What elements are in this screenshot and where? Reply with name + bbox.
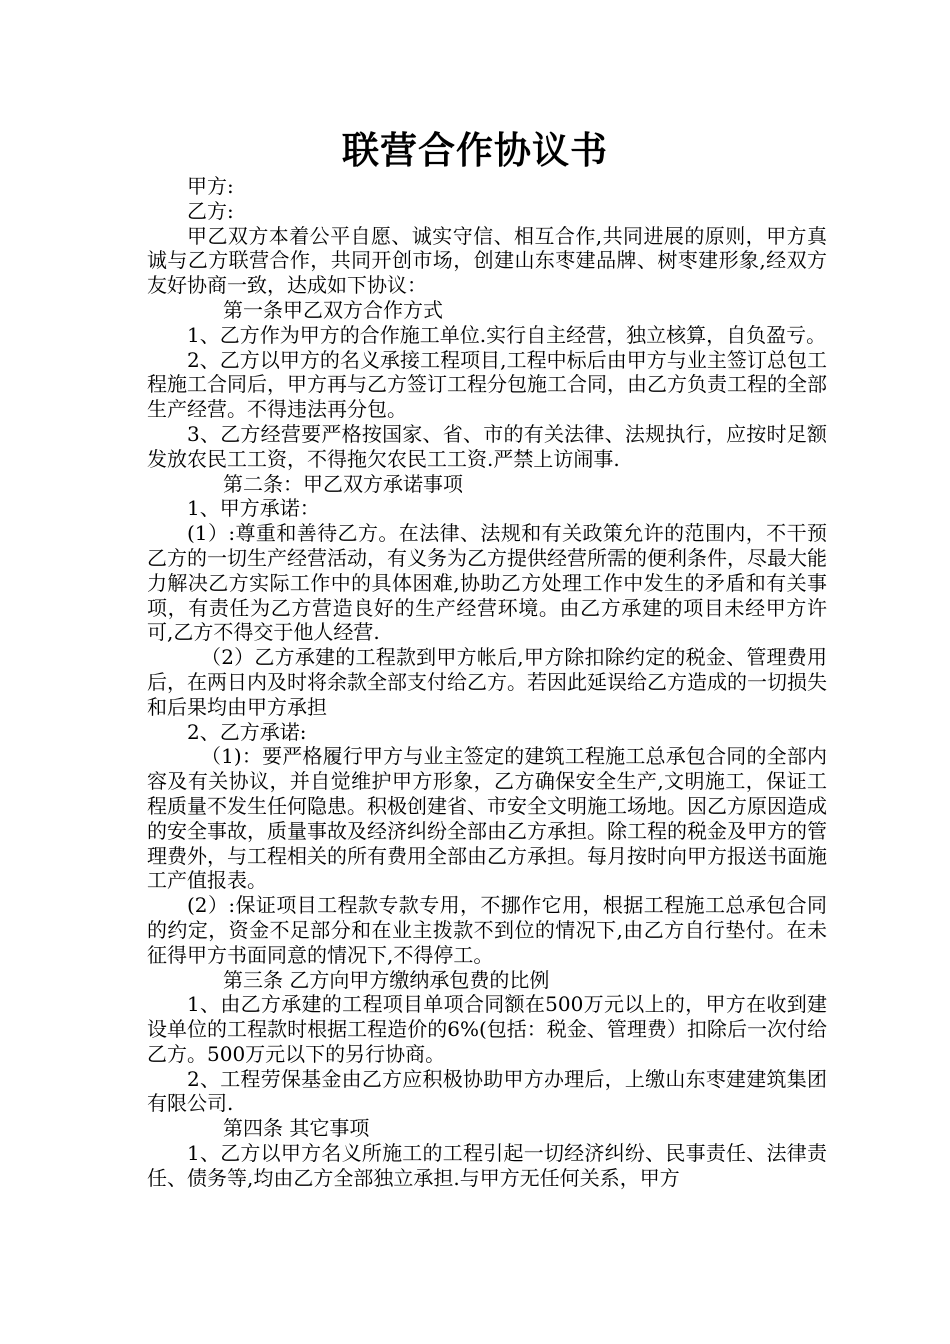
paragraph: （1)：要严格履行甲方与业主签定的建筑工程施工总承包合同的全部内容及有关协议，并自觉维护甲方形象，乙方确保安全生产,文明施工，保证工程质量不发生任何隐患。积极创建省、市安全文明施工场地。因乙方原因造成的安全事故，质量事故及经济纠纷全部由乙方承担。除工程的税金及甲方的管理费外，与工程相关的所有费用全部由乙方承担。每月按时向甲方报送书面施工产值报表。 [147, 744, 827, 893]
paragraph: 1、乙方作为甲方的合作施工单位.实行自主经营，独立核算，自负盈亏。 [187, 322, 827, 347]
paragraph: 第四条 其它事项 [223, 1116, 370, 1141]
paragraph: 3、乙方经营要严格按国家、省、市的有关法律、法规执行，应按时足额发放农民工工资，不得拖欠农民工工资.严禁上访闹事. [147, 421, 827, 471]
paragraph: 第二条：甲乙双方承诺事项 [223, 471, 463, 496]
paragraph: 甲方: [187, 174, 234, 198]
paragraph: (2）:保证项目工程款专款专用，不挪作它用，根据工程施工总承包合同的约定，资金不足部分和在业主拨款不到位的情况下,由乙方自行垫付。在未征得甲方书面同意的情况下,不得停工。 [147, 893, 827, 967]
paragraph: 甲乙双方本着公平自愿、诚实守信、相互合作,共同进展的原则，甲方真诚与乙方联营合作，共同开创市场，创建山东枣建品牌、树枣建形象,经双方友好协商一致，达成如下协议： [147, 223, 827, 298]
paragraph: 1、乙方以甲方名义所施工的工程引起一切经济纠纷、民事责任、法律责任、债务等,均由乙方全部独立承担.与甲方无任何关系，甲方 [147, 1141, 827, 1190]
paragraph: 乙方: [187, 198, 234, 223]
paragraph: 第三条 乙方向甲方缴纳承包费的比例 [223, 967, 550, 992]
document-body [147, 174, 827, 1191]
paragraph: 第一条甲乙双方合作方式 [223, 297, 443, 322]
paragraph: 2、乙方以甲方的名义承接工程项目,工程中标后由甲方与业主签订总包工程施工合同后，甲方再与乙方签订工程分包施工合同，由乙方负责工程的全部生产经营。不得违法再分包。 [147, 347, 827, 422]
paragraph: 1、甲方承诺： [187, 496, 320, 521]
document-title: 联营合作协议书 [342, 129, 608, 172]
paragraph: 2、工程劳保基金由乙方应积极协助甲方办理后，上缴山东枣建建筑集团有限公司. [147, 1066, 827, 1116]
paragraph: 2、乙方承诺: [187, 719, 307, 744]
paragraph: (1）:尊重和善待乙方。在法律、法规和有关政策允许的范围内，不干预乙方的一切生产经营活动，有义务为乙方提供经营所需的便利条件，尽最大能力解决乙方实际工作中的具体困难,协助乙方处理工作中发生的矛盾和有关事项，有责任为乙方营造良好的生产经营环境。由乙方承建的项目未经甲方许可,乙方不得交于他人经营. [147, 521, 827, 645]
paragraph: 1、由乙方承建的工程项目单项合同额在500万元以上的，甲方在收到建设单位的工程款时根据工程造价的6%(包括：税金、管理费）扣除后一次付给乙方。500万元以下的另行协商。 [147, 992, 827, 1066]
paragraph: （2）乙方承建的工程款到甲方帐后,甲方除扣除约定的税金、管理费用后，在两日内及时将余款全部支付给乙方。若因此延误给乙方造成的一切损失和后果均由甲方承担 [147, 645, 827, 719]
